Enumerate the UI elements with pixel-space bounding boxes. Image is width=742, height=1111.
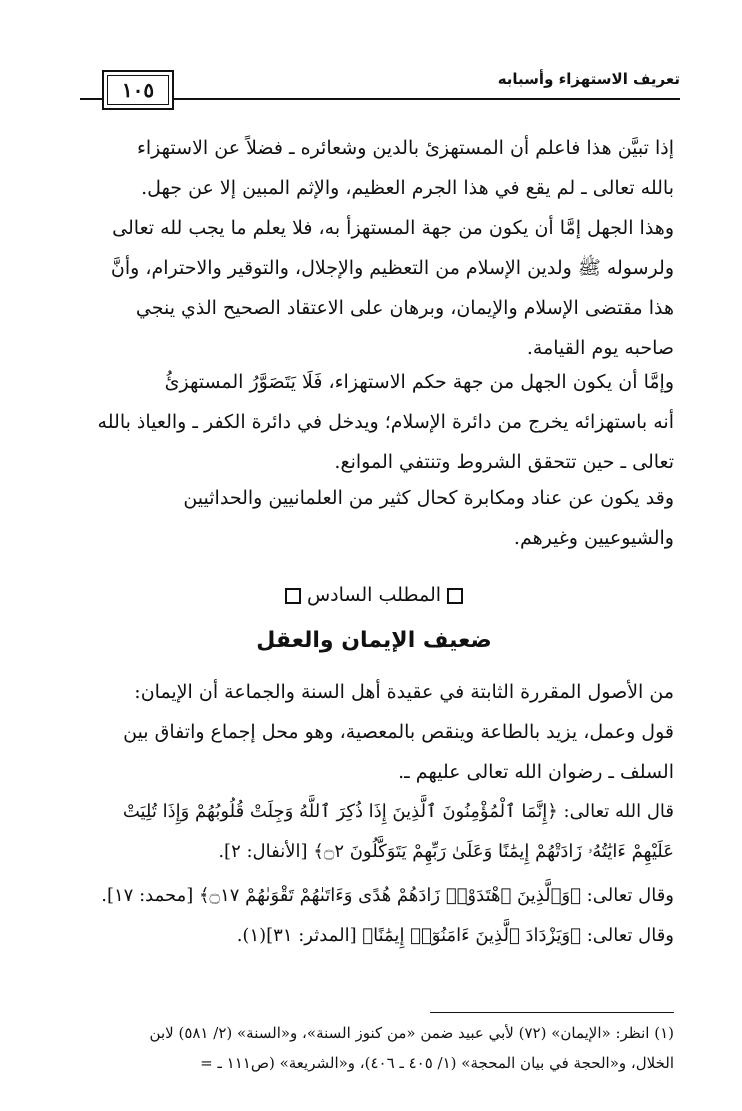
text-line: من الأصول المقررة الثابتة في عقيدة أهل السنة والجماعة أن الإيمان: (134, 681, 674, 703)
paragraph-3 (74, 478, 674, 558)
section-title: ضعيف الإيمان والعقل (256, 628, 492, 653)
footnote-rule (430, 1012, 674, 1013)
text-line: وقال تعالى: ﴿وَٱلَّذِينَ ٱهْتَدَوْا۟ زَادَهُمْ هُدًى وَءَاتَىٰهُمْ تَقْوَىٰهُمْ ۝١٧﴾ [محمد: ١٧]. (101, 885, 674, 906)
footnote-line: الخلال، و«الحجة في بيان المحجة» (١/ ٤٠٥ ـ ٤٠٦)، و«الشريعة» (ص١١١ ـ = (200, 1054, 674, 1072)
text-line: أنه باستهزائه يخرج من دائرة الإسلام؛ ويدخل في دائرة الكفر ـ والعياذ بالله (97, 411, 674, 433)
paragraph-4 (74, 672, 674, 792)
footnote (40, 1018, 674, 1078)
text-line: وهذا الجهل إمَّا أن يكون من جهة المستهزأ به، فلا يعلم ما يجب لله تعالى (112, 217, 674, 239)
text-line: والشيوعيين وغيرهم. (513, 527, 674, 549)
quran-quote-2 (74, 876, 674, 916)
text-line: تعالى ـ حين تتحقق الشروط وتنتفي الموانع. (334, 451, 674, 473)
paragraph-2 (74, 362, 674, 482)
text-line: وإمَّا أن يكون الجهل من جهة حكم الاستهزاء، فَلَا يَتَصَوَّرُ المستهزئُ (164, 371, 674, 393)
section-label (74, 584, 674, 606)
square-ornament-icon (447, 588, 463, 604)
square-ornament-icon (285, 588, 301, 604)
footnote-line: (١) انظر: «الإيمان» (٧٢) لأبي عبيد ضمن «من كنوز السنة»، و«السنة» (٢/ ٥٨١) لابن (149, 1024, 674, 1042)
text-line: ولرسوله ﷺ ولدين الإسلام من التعظيم والإجلال، والتوقير والاحترام، وأنَّ (110, 257, 674, 279)
text-line: السلف ـ رضوان الله تعالى عليهم ـ. (398, 761, 674, 783)
page-number-box (102, 70, 174, 110)
text-line: إذا تبيَّن هذا فاعلم أن المستهزئ بالدين وشعائره ـ فضلاً عن الاستهزاء (136, 137, 674, 159)
section-label-text: المطلب السادس (306, 584, 442, 606)
page-header (80, 62, 680, 112)
text-line: قول وعمل، يزيد بالطاعة وينقص بالمعصية، وهو محل إجماع واتفاق بين (123, 721, 674, 743)
page-number: ١٠٥ (121, 78, 155, 102)
text-line: وقال تعالى: ﴿وَيَزْدَادَ ٱلَّذِينَ ءَامَنُوٓا۟ إِيمَٰنًا﴾ [المدثر: ٣١](١). (236, 925, 674, 946)
text-line: قال الله تعالى: ﴿إِنَّمَا ٱلْمُؤْمِنُونَ ٱلَّذِينَ إِذَا ذُكِرَ ٱللَّهُ وَجِلَتْ قُلُوبُهُمْ وَإِذَا تُلِيَتْ (122, 801, 674, 822)
text-line: هذا مقتضى الإسلام والإيمان، وبرهان على الاعتقاد الصحيح الذي ينجي (135, 297, 674, 319)
text-line: عَلَيْهِمْ ءَايَٰتُهُۥ زَادَتْهُمْ إِيمَٰنًا وَعَلَىٰ رَبِّهِمْ يَتَوَكَّلُونَ ۝٢﴾ [الأنفال: ٢]. (218, 841, 674, 862)
quran-quote-1 (74, 792, 674, 872)
running-title: تعريف الاستهزاء وأسبابه (490, 70, 680, 88)
text-line: بالله تعالى ـ لم يقع في هذا الجرم العظيم، والإثم المبين إلا عن جهل. (141, 177, 674, 199)
text-line: وقد يكون عن عناد ومكابرة كحال كثير من العلمانيين والحداثيين (183, 487, 674, 509)
text-line: صاحبه يوم القيامة. (526, 337, 674, 359)
paragraph-1 (74, 128, 674, 368)
quran-quote-3 (74, 916, 674, 956)
